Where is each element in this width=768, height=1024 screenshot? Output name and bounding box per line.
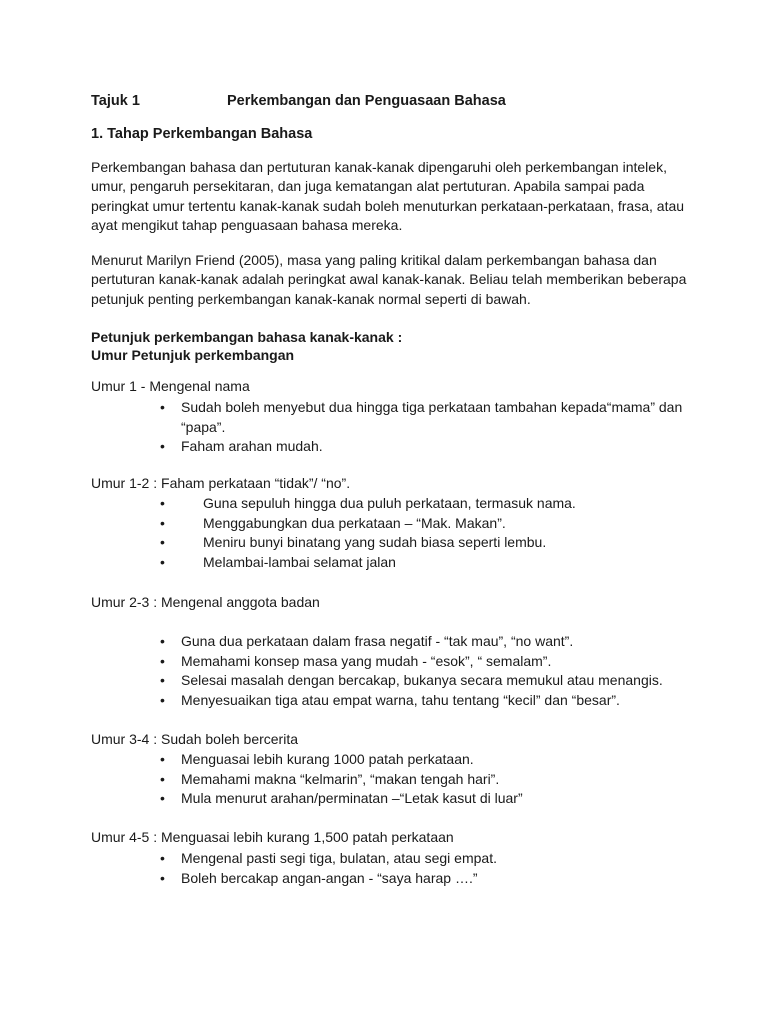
bullet-dot: • <box>160 534 165 550</box>
age-group-label: Umur 1-2 : Faham perkataan “tidak”/ “no”. <box>91 475 351 491</box>
age-group-bullets <box>160 398 701 457</box>
subheading-umur: Umur Petunjuk perkembangan <box>91 347 295 363</box>
list-item <box>160 691 701 711</box>
list-item-text: Memahami konsep masa yang mudah - “esok”, “ semalam”. <box>181 652 552 669</box>
bullet-dot: • <box>160 633 165 649</box>
tajuk-title: Perkembangan dan Penguasaan Bahasa <box>227 93 506 109</box>
list-item-text: Menguasai lebih kurang 1000 patah perkataan. <box>181 751 474 767</box>
bullet-dot: • <box>160 652 165 669</box>
age-group-bullets <box>160 849 701 888</box>
paragraph-2: Menurut Marilyn Friend (2005), masa yang paling kritikal dalam perkembangan bahasa dan pertuturan kanak-kanak adalah peringkat awal kanak-kanak. Beliau telah memberikan beberapa petunjuk penting perkembangan kanak-kanak normal seperti di bawah. <box>91 252 687 307</box>
bullet-dot: • <box>160 514 165 531</box>
list-item-text: Melambai-lambai selamat jalan <box>203 553 396 570</box>
list-item-text: Menyesuaikan tiga atau empat warna, tahu tentang “kecil” dan “besar”. <box>181 691 620 708</box>
list-item-text: Guna dua perkataan dalam frasa negatif - “tak mau”, “no want”. <box>181 633 574 649</box>
list-item-text: Meniru bunyi binatang yang sudah biasa seperti lembu. <box>203 534 547 550</box>
paragraph-1: Perkembangan bahasa dan pertuturan kanak-kanak dipengaruhi oleh perkembangan intelek, umur, pengaruh persekitaran, dan juga kematangan alat pertuturan. Apabila sampai pada peringkat umur tertentu kanak-kanak sudah boleh menuturkan perkataan-perkataan, frasa, atau ayat mengikut tahap penguasaan bahasa mereka. <box>91 159 685 233</box>
list-item <box>160 671 701 691</box>
list-item-text: Mengenal pasti segi tiga, bulatan, atau segi empat. <box>181 850 497 866</box>
list-item <box>160 750 701 770</box>
bullet-dot: • <box>160 869 165 886</box>
bullet-dot: • <box>160 770 165 787</box>
list-item-text: Menggabungkan dua perkataan – “Mak. Makan”. <box>203 514 506 531</box>
list-item <box>160 770 701 790</box>
age-group-label: Umur 2-3 : Mengenal anggota badan <box>91 594 320 610</box>
bullet-dot: • <box>160 751 165 767</box>
list-item <box>160 437 701 457</box>
section-heading: 1. Tahap Perkembangan Bahasa <box>91 126 313 142</box>
bullet-dot: • <box>160 691 165 708</box>
page-title <box>91 93 506 109</box>
bullet-dot: • <box>160 495 165 511</box>
list-item <box>160 632 701 652</box>
age-group-bullets <box>160 494 703 572</box>
age-group-label: Umur 3-4 : Sudah boleh bercerita <box>91 731 298 747</box>
bullet-dot: • <box>160 790 165 806</box>
list-item <box>160 869 701 889</box>
list-item <box>160 494 703 514</box>
bullet-dot: • <box>160 553 165 570</box>
list-item <box>160 652 701 672</box>
age-group-label: Umur 1 - Mengenal nama <box>91 378 250 394</box>
list-item <box>160 398 701 437</box>
subheading-petunjuk: Petunjuk perkembangan bahasa kanak-kanak : <box>91 329 403 345</box>
list-item-text: Sudah boleh menyebut dua hingga tiga perkataan tambahan kepada“mama” dan “papa”. <box>181 399 683 435</box>
list-item <box>160 849 701 869</box>
bullet-dot: • <box>160 850 165 866</box>
bullet-dot: • <box>160 672 165 688</box>
age-group-bullets <box>160 632 701 710</box>
list-item-text: Mula menurut arahan/perminatan –“Letak kasut di luar” <box>181 790 523 806</box>
list-item <box>160 514 703 534</box>
bullet-dot: • <box>160 438 165 454</box>
list-item <box>160 789 701 809</box>
age-group-label: Umur 4-5 : Menguasai lebih kurang 1,500 patah perkataan <box>91 829 454 845</box>
list-item-text: Boleh bercakap angan-angan - “saya harap ….” <box>181 869 478 886</box>
list-item-text: Faham arahan mudah. <box>181 438 323 454</box>
tajuk-label: Tajuk 1 <box>91 93 140 109</box>
age-group-bullets <box>160 750 701 809</box>
bullet-dot: • <box>160 399 165 415</box>
list-item-text: Guna sepuluh hingga dua puluh perkataan, termasuk nama. <box>203 495 576 511</box>
list-item <box>160 533 703 553</box>
list-item <box>160 553 703 573</box>
list-item-text: Memahami makna “kelmarin”, “makan tengah hari”. <box>181 770 500 787</box>
list-item-text: Selesai masalah dengan bercakap, bukanya secara memukul atau menangis. <box>181 672 663 688</box>
